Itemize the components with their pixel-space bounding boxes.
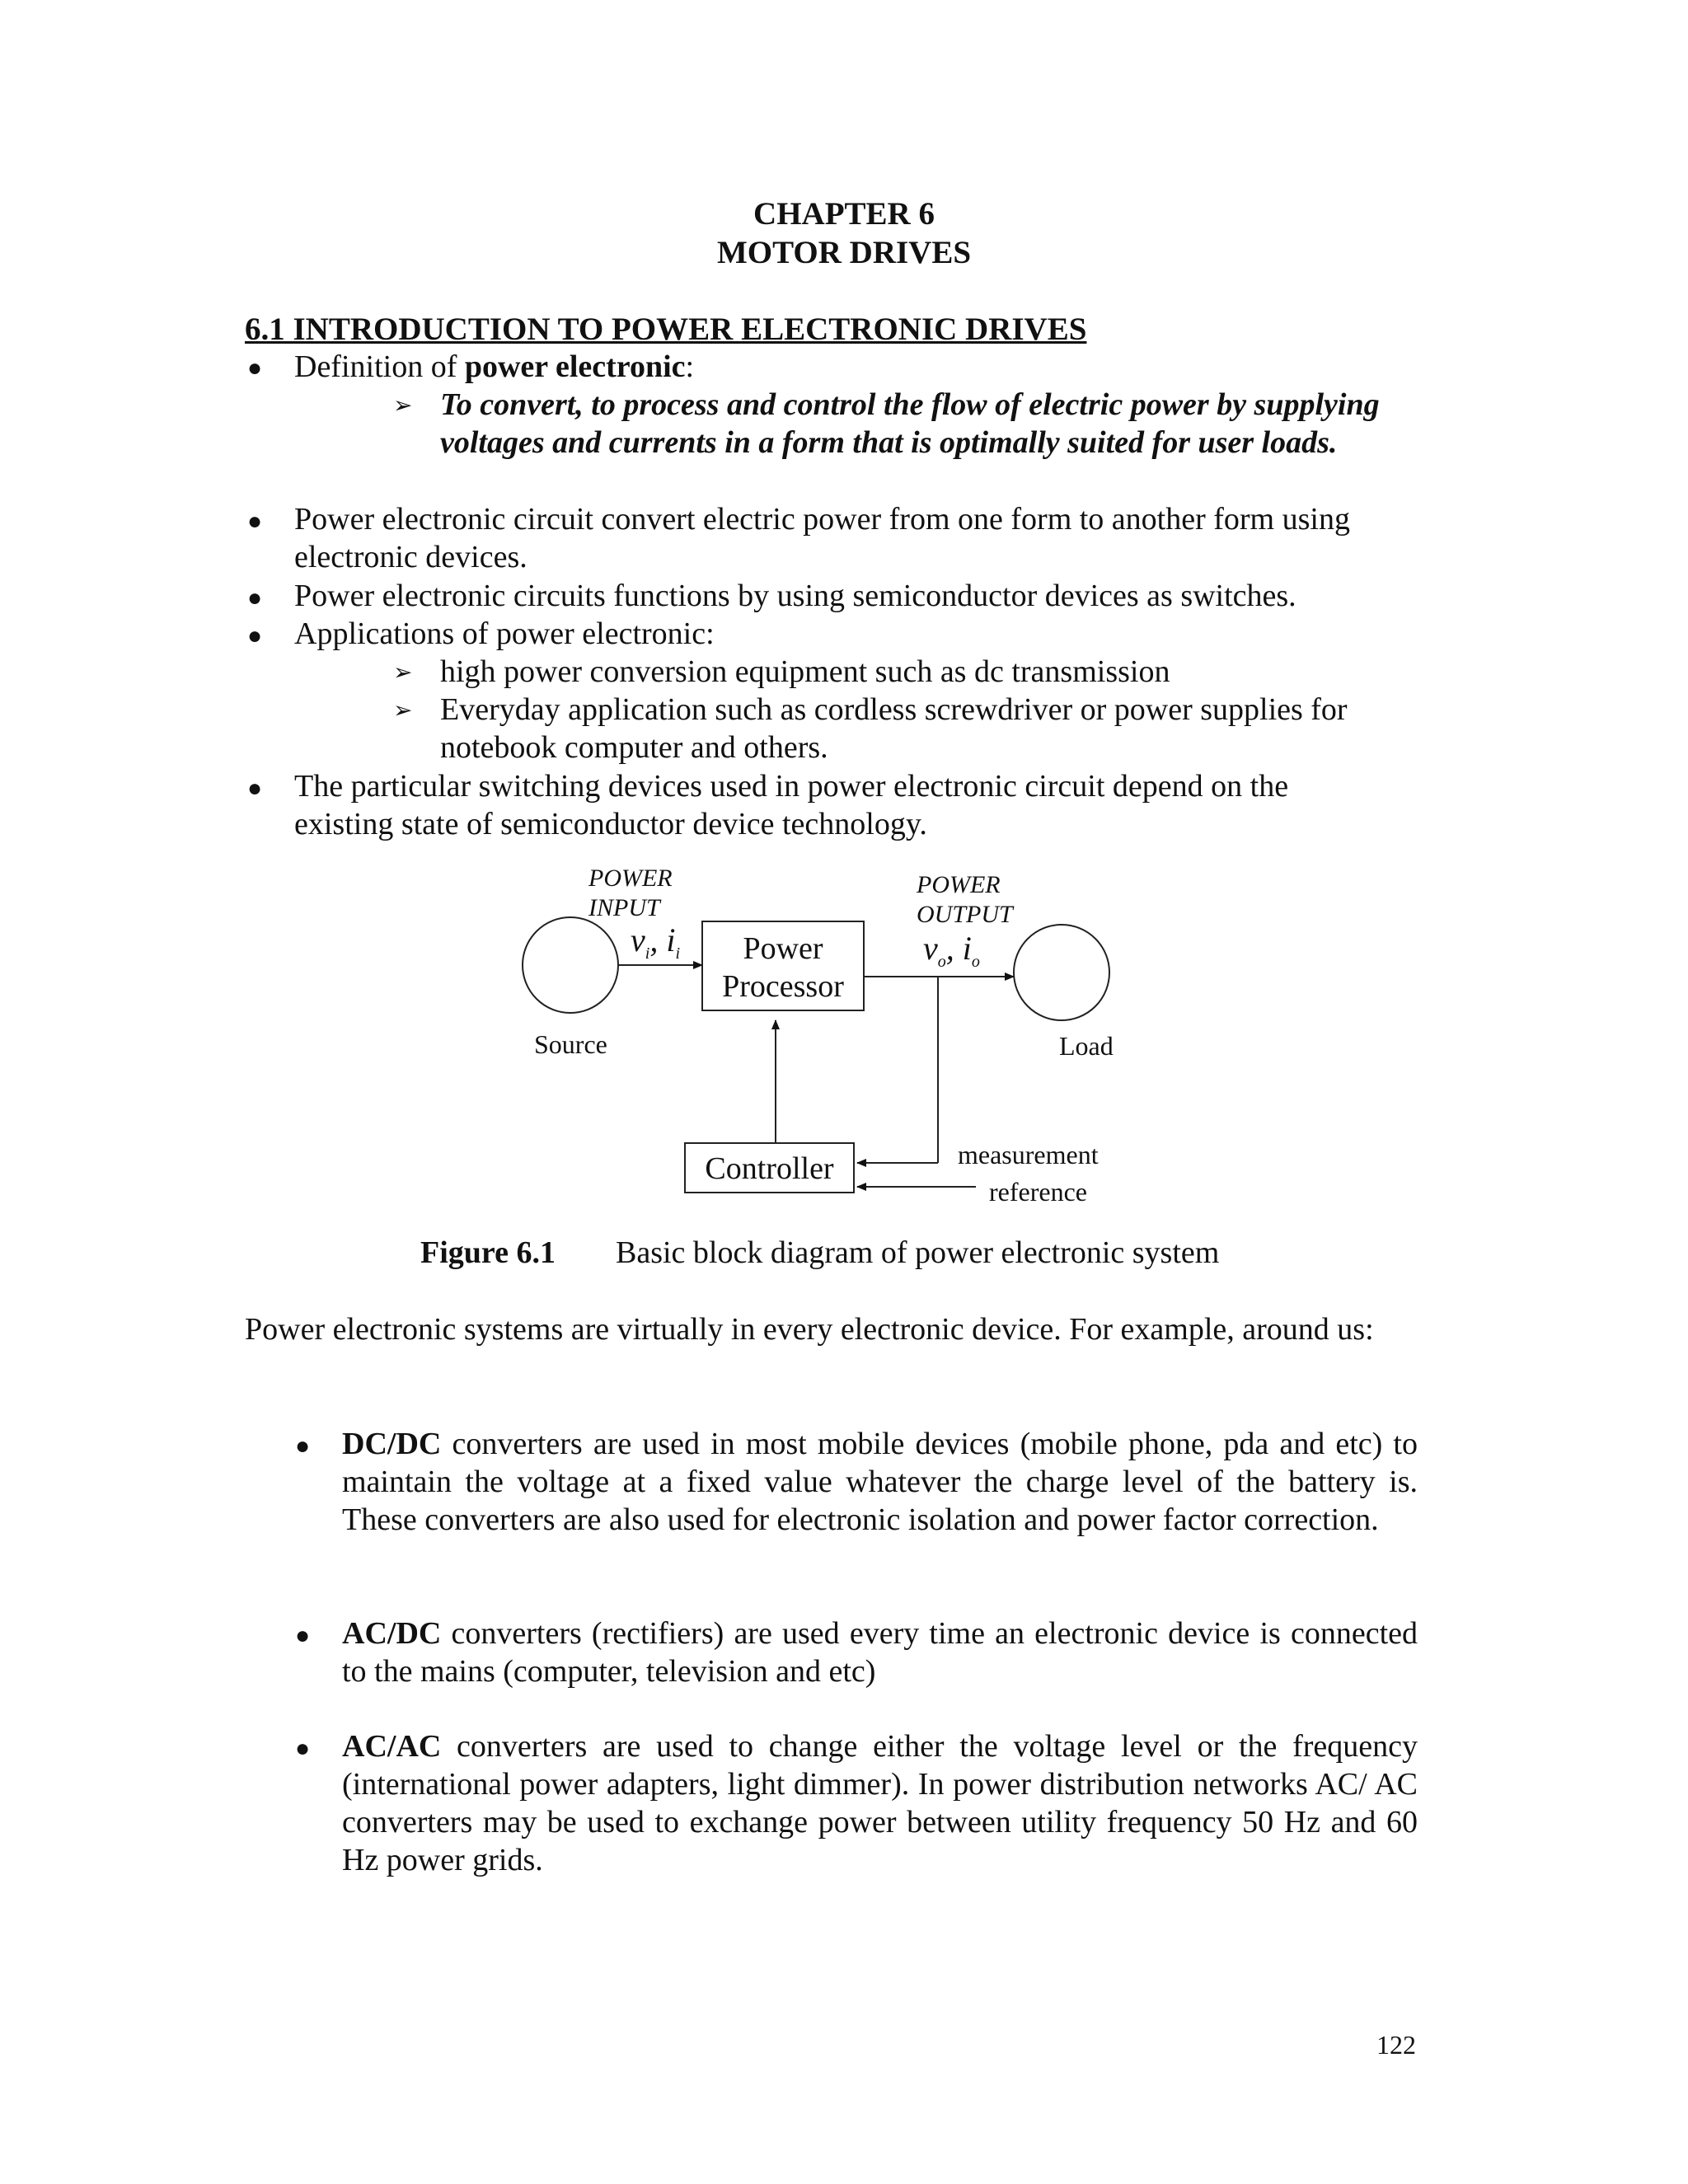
figure-label: Figure 6.1 xyxy=(420,1235,556,1270)
bullet-icon: ● xyxy=(247,775,263,802)
application-item: Everyday application such as cordless screwdriver or power supplies for notebook computer and others. xyxy=(440,692,1348,765)
source-circle xyxy=(523,917,618,1013)
body-intro: Power electronic systems are virtually in every electronic device. For example, around us: xyxy=(245,1312,1374,1347)
power-output-label: POWER xyxy=(917,871,1001,898)
bullet-text: Power electronic circuits functions by using semiconductor devices as switches. xyxy=(294,579,1296,613)
power-processor-label: Power Processor xyxy=(722,931,844,1004)
bullet-icon: ● xyxy=(247,354,263,382)
vi-ii-label: $v_i$, $i_i$ xyxy=(631,921,681,963)
reference-label: reference xyxy=(989,1177,1087,1207)
source-label: Source xyxy=(534,1029,607,1059)
power-input-label: INPUT xyxy=(588,894,660,921)
arrow-bullet-icon: ➢ xyxy=(393,393,413,419)
bullet-text: Power electronic circuit convert electric power from one form to another form using electronic devices. xyxy=(294,502,1350,574)
power-output-label: OUTPUT xyxy=(917,901,1013,928)
bullet-text: Applications of power electronic: xyxy=(294,616,715,651)
page-number: 122 xyxy=(1376,2030,1416,2060)
converter-item-acac: AC/AC converters are used to change either the voltage level or the frequency (international power adapters, light dimmer). In power distribution networks AC/ AC converters may be used to exchange power between utility frequency 50 Hz and 60 Hz power grids. xyxy=(342,1729,1418,1877)
load-label: Load xyxy=(1059,1031,1114,1061)
converter-item-acdc: AC/DC converters (rectifiers) are used every time an electronic device is connected to the mains (computer, television and etc) xyxy=(342,1616,1418,1689)
bullet-icon: ● xyxy=(295,1735,311,1762)
bullet-text: The particular switching devices used in power electronic circuit depend on the existing state of semiconductor device technology. xyxy=(294,769,1289,841)
bullet-definition: Definition of power electronic: xyxy=(294,349,695,384)
definition-text: To convert, to process and control the flow of electric power by supplying voltages and currents in a form that is optimally suited for user loads. xyxy=(440,387,1380,460)
bullet-icon: ● xyxy=(247,584,263,612)
bullet-icon: ● xyxy=(295,1432,311,1460)
vo-io-label: $v_o$, $i_o$ xyxy=(923,930,980,971)
arrow-bullet-icon: ➢ xyxy=(393,698,413,724)
section-heading: 6.1 INTRODUCTION TO POWER ELECTRONIC DRIVES xyxy=(245,312,1087,347)
power-input-label: POWER xyxy=(588,865,673,892)
arrow-bullet-icon: ➢ xyxy=(393,660,413,686)
figure-caption: Basic block diagram of power electronic system xyxy=(616,1235,1220,1270)
bullet-icon: ● xyxy=(247,622,263,649)
bullet-icon: ● xyxy=(295,1622,311,1649)
measurement-label: measurement xyxy=(958,1140,1099,1169)
load-circle xyxy=(1014,925,1109,1020)
application-item: high power conversion equipment such as dc transmission xyxy=(440,654,1170,689)
bullet-icon: ● xyxy=(247,508,263,535)
chapter-number: CHAPTER 6 xyxy=(753,196,935,232)
converter-item-dcdc: DC/DC converters are used in most mobile devices (mobile phone, pda and etc) to maintain the voltage at a fixed value whatever the charge level of the battery is. These converters are also used for electronic isolation and power factor correction. xyxy=(342,1427,1418,1537)
chapter-title: MOTOR DRIVES xyxy=(716,235,972,270)
controller-label: Controller xyxy=(705,1151,834,1186)
